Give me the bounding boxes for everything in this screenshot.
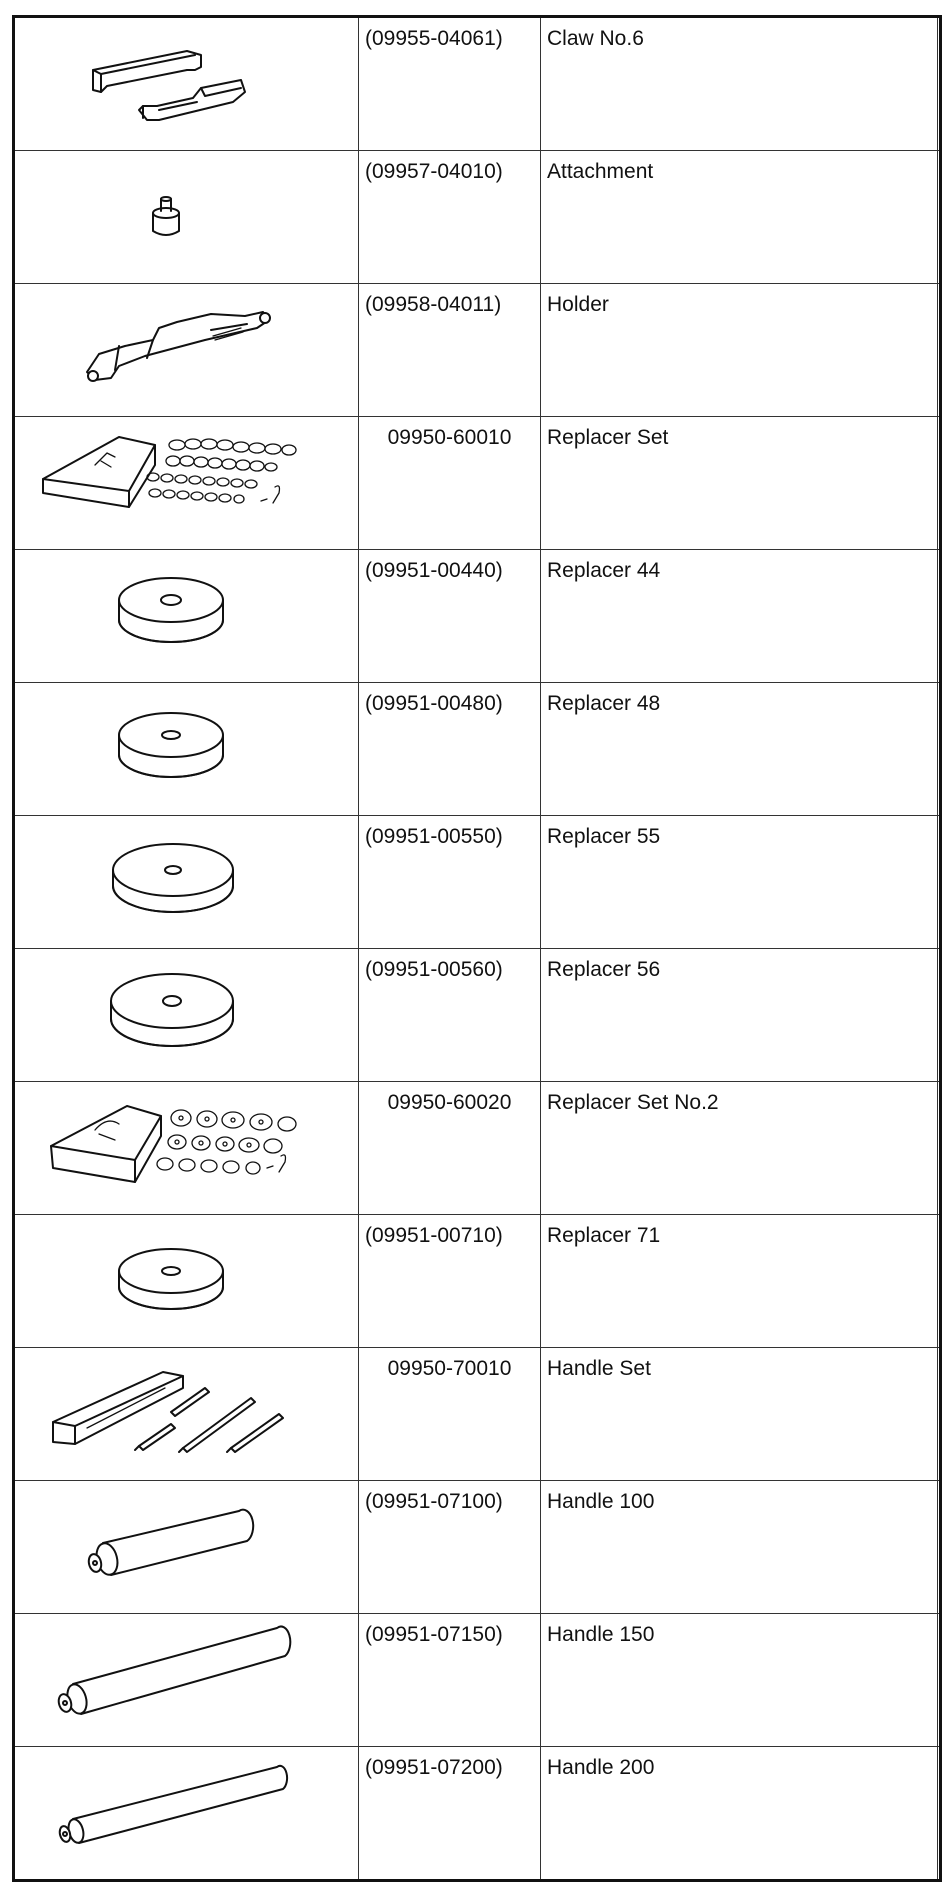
table-row [14, 1481, 941, 1614]
empty-cell [938, 1614, 941, 1747]
table-row [14, 1747, 941, 1881]
table-row [14, 284, 941, 417]
empty-cell [938, 17, 941, 151]
part-number: (09951-00560) [359, 949, 541, 1082]
part-name: Handle 200 [541, 1747, 938, 1881]
empty-cell [938, 1215, 941, 1348]
table-row [14, 550, 941, 683]
table-row [14, 816, 941, 949]
handle-set-icon [15, 1348, 358, 1471]
replacer-disc-icon [15, 1215, 358, 1338]
empty-cell [938, 1481, 941, 1614]
table-row [14, 1348, 941, 1481]
tool-illustration-cell [14, 17, 359, 151]
part-name: Replacer Set No.2 [541, 1082, 938, 1215]
tool-illustration-cell [14, 1348, 359, 1481]
empty-cell [938, 683, 941, 816]
part-number: (09951-00710) [359, 1215, 541, 1348]
tool-illustration-cell [14, 550, 359, 683]
empty-cell [938, 949, 941, 1082]
tool-illustration-cell [14, 417, 359, 550]
table-row [14, 1215, 941, 1348]
part-number: 09950-60010 [359, 417, 541, 550]
tool-illustration-cell [14, 1481, 359, 1614]
handle-icon [15, 1614, 358, 1737]
part-name: Replacer Set [541, 417, 938, 550]
replacer-disc-icon [15, 949, 358, 1072]
part-name: Handle 100 [541, 1481, 938, 1614]
empty-cell [938, 1747, 941, 1881]
part-name: Claw No.6 [541, 17, 938, 151]
replacer-set-icon [15, 1082, 358, 1205]
part-number: 09950-60020 [359, 1082, 541, 1215]
empty-cell [938, 550, 941, 683]
replacer-disc-icon [15, 816, 358, 939]
table-row [14, 417, 941, 550]
tool-illustration-cell [14, 683, 359, 816]
replacer-disc-icon [15, 683, 358, 806]
part-number: (09951-07100) [359, 1481, 541, 1614]
tool-list-sheet [12, 15, 942, 1779]
part-name: Replacer 56 [541, 949, 938, 1082]
attachment-icon [15, 151, 358, 274]
part-name: Replacer 44 [541, 550, 938, 683]
tool-illustration-cell [14, 1747, 359, 1881]
table-row [14, 17, 941, 151]
empty-cell [938, 1082, 941, 1215]
part-name: Attachment [541, 151, 938, 284]
table-row [14, 1082, 941, 1215]
empty-cell [938, 816, 941, 949]
empty-cell [938, 284, 941, 417]
part-number: (09957-04010) [359, 151, 541, 284]
tool-illustration-cell [14, 151, 359, 284]
part-name: Replacer 48 [541, 683, 938, 816]
part-number: (09951-00480) [359, 683, 541, 816]
part-number: (09958-04011) [359, 284, 541, 417]
special-tools-table [12, 15, 942, 1882]
handle-icon [15, 1481, 358, 1604]
replacer-disc-icon [15, 550, 358, 673]
table-row [14, 683, 941, 816]
claw-icon [15, 18, 358, 141]
part-number: 09950-70010 [359, 1348, 541, 1481]
part-number: (09951-07150) [359, 1614, 541, 1747]
tool-illustration-cell [14, 1614, 359, 1747]
part-number: (09951-00550) [359, 816, 541, 949]
part-name: Replacer 71 [541, 1215, 938, 1348]
part-number: (09951-00440) [359, 550, 541, 683]
empty-cell [938, 151, 941, 284]
holder-icon [15, 284, 358, 407]
replacer-set-icon [15, 417, 358, 540]
tool-illustration-cell [14, 284, 359, 417]
part-name: Replacer 55 [541, 816, 938, 949]
tool-illustration-cell [14, 949, 359, 1082]
empty-cell [938, 1348, 941, 1481]
part-number: (09951-07200) [359, 1747, 541, 1881]
part-name: Handle Set [541, 1348, 938, 1481]
handle-icon [15, 1747, 358, 1870]
empty-cell [938, 417, 941, 550]
table-row [14, 1614, 941, 1747]
table-row [14, 151, 941, 284]
part-name: Holder [541, 284, 938, 417]
tool-illustration-cell [14, 816, 359, 949]
part-number: (09955-04061) [359, 17, 541, 151]
tool-illustration-cell [14, 1215, 359, 1348]
table-row [14, 949, 941, 1082]
tool-illustration-cell [14, 1082, 359, 1215]
part-name: Handle 150 [541, 1614, 938, 1747]
